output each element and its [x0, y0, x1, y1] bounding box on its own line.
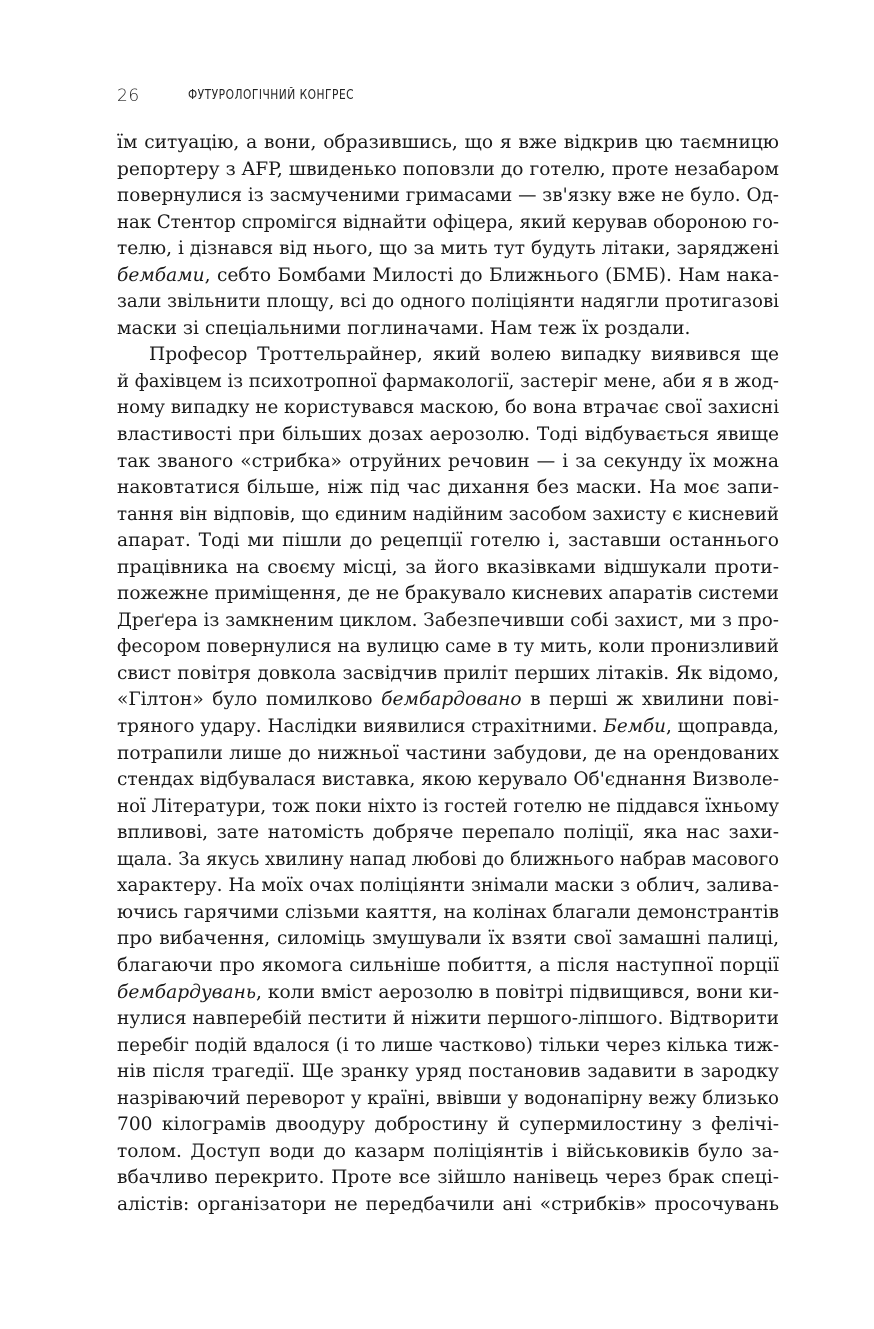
- text-segment: алістів: організатори не передбачили ані «стрибків» просочувань: [117, 1193, 779, 1215]
- book-title: ФУТУРОЛОГІЧНИЙ КОНГРЕС: [188, 88, 355, 103]
- text-segment: вбачливо перекрито. Проте все зійшло нанівець через брак спеці-: [117, 1167, 779, 1189]
- text-line: [117, 130, 779, 157]
- text-segment: , щоправда,: [665, 716, 780, 738]
- text-line: [117, 1059, 779, 1086]
- text-line: [117, 528, 779, 555]
- page-number: 26: [117, 86, 140, 106]
- text-line: [117, 581, 779, 608]
- text-line: [117, 236, 779, 263]
- text-line: [117, 900, 779, 927]
- text-line: [117, 741, 779, 768]
- text-line: [117, 1086, 779, 1113]
- text-segment: працівника на своєму місці, за його вказівками відшукали проти-: [117, 556, 779, 578]
- text-line: [117, 980, 779, 1007]
- text-line: [117, 422, 779, 449]
- text-segment: 700 кілограмів двоодуру добростину й супермилостину з фелічі-: [117, 1114, 779, 1136]
- italic-text: бембами: [117, 264, 205, 286]
- text-line: [117, 873, 779, 900]
- text-line: [117, 475, 779, 502]
- text-segment: фесором повернулися на вулицю саме в ту мить, коли пронизливий: [117, 636, 780, 658]
- text-line: [117, 369, 779, 396]
- text-segment: нак Стентор спромігся віднайти офіцера, який керував обороною го-: [117, 211, 780, 233]
- text-segment: зали звільнити площу, всі до одного поліціянти надягли протигазові: [117, 291, 779, 313]
- text-segment: потрапили лише до нижньої частини забудови, де на орендованих: [117, 742, 779, 764]
- text-segment: впливові, зате натомість добряче перепало поліції, яка нас захи-: [117, 822, 779, 844]
- body-text: [117, 130, 779, 1218]
- text-segment: апарат. Тоді ми пішли до рецепції готелю і, заставши останнього: [117, 530, 779, 552]
- text-segment: властивості при більших дозах аерозолю. Тоді відбувається явище: [117, 424, 779, 446]
- text-line: [117, 1112, 779, 1139]
- text-line: [117, 634, 779, 661]
- text-segment: репортеру з AFP, швиденько поповзли до готелю, проте незабаром: [117, 158, 779, 180]
- text-line: [117, 263, 779, 290]
- text-segment: про вибачення, силоміць змушували їх взяти свої замашні палиці,: [117, 928, 779, 950]
- text-segment: , коли вміст аерозолю в повітрі підвищився, вони ки-: [255, 981, 779, 1003]
- text-segment: Дреґера із замкненим циклом. Забезпечивши собі захист, ми з про-: [117, 609, 779, 631]
- italic-text: бембардувань: [117, 981, 256, 1003]
- text-line: [117, 289, 779, 316]
- text-line: [117, 608, 779, 635]
- text-segment: назріваючий переворот у країні, ввівши у водонапірну вежу близько: [117, 1087, 779, 1109]
- text-segment: благаючи про якомога сильніше побиття, а після наступної порції: [117, 954, 779, 976]
- text-segment: телю, і дізнався від нього, що за мить тут будуть літаки, заряджені: [117, 238, 779, 260]
- text-segment: щала. За якусь хвилину напад любові до ближнього набрав масового: [117, 848, 780, 870]
- text-line: [117, 926, 779, 953]
- text-segment: пожежне приміщення, де не бракувало кисневих апаратів системи: [117, 583, 780, 605]
- text-line: [117, 1139, 779, 1166]
- text-line: [117, 820, 779, 847]
- italic-text: бембардовано: [381, 689, 522, 711]
- text-line: [117, 1033, 779, 1060]
- text-segment: повернулися із засмученими гримасами — зв'язку вже не було. Од-: [117, 185, 780, 207]
- text-segment: «Гілтон» було помилково: [117, 689, 382, 711]
- text-line: [117, 687, 779, 714]
- text-segment: тання він відповів, що єдиним надійним засобом захисту є кисневий: [117, 503, 779, 525]
- text-line: [117, 449, 779, 476]
- text-line: [117, 210, 779, 237]
- text-line: [117, 316, 779, 343]
- text-segment: ному випадку не користувався маскою, бо вона втрачає свої захисні: [117, 397, 780, 419]
- text-line: [117, 1006, 779, 1033]
- text-line: [117, 794, 779, 821]
- text-line: [117, 1192, 779, 1219]
- text-line: [117, 953, 779, 980]
- text-line: [117, 157, 779, 184]
- text-segment: ючись гарячими слізьми каяття, на колінах благали демонстрантів: [117, 901, 780, 923]
- text-segment: свист повітря довкола засвідчив приліт перших літаків. Як відомо,: [117, 662, 779, 684]
- text-line: [117, 183, 779, 210]
- running-head: [117, 86, 777, 108]
- text-line: [117, 767, 779, 794]
- text-segment: Професор Троттельрайнер, який волею випадку виявився ще: [149, 344, 779, 366]
- text-segment: й фахівцем із психотропної фармакології, застеріг мене, аби я в жод-: [117, 370, 780, 392]
- text-segment: так званого «стрибка» отруйних речовин — і за секунду їх можна: [117, 450, 779, 472]
- text-segment: нулися навперебій пестити й ніжити першого-ліпшого. Відтворити: [117, 1008, 780, 1030]
- text-segment: , себто Бомбами Милості до Ближнього (БМБ). Нам нака-: [204, 264, 779, 286]
- text-segment: їм ситуацію, а вони, образившись, що я вже відкрив цю таємницю: [117, 132, 779, 153]
- text-segment: перебіг подій вдалося (і то лише частково) тільки через кілька тиж-: [117, 1034, 780, 1056]
- text-line: [117, 661, 779, 688]
- text-line: [117, 1165, 779, 1192]
- text-segment: наковтатися більше, ніж під час дихання без маски. На моє запи-: [117, 477, 779, 499]
- text-line: [117, 847, 779, 874]
- text-segment: ної Літератури, тож поки ніхто із гостей готелю не піддався їхньому: [117, 795, 780, 817]
- text-line: [117, 714, 779, 741]
- text-line: [117, 555, 779, 582]
- text-segment: стендах відбувалася виставка, якою керувало Об'єднання Визволе-: [117, 769, 779, 791]
- text-segment: тряного удару. Наслідки виявилися страхітними.: [117, 716, 604, 738]
- text-segment: в перші ж хвилини пові-: [521, 689, 779, 711]
- text-line: [117, 395, 779, 422]
- italic-text: Бемби: [603, 716, 666, 738]
- text-segment: нів після трагедії. Ще зранку уряд постановив задавити в зародку: [117, 1061, 779, 1083]
- text-segment: характеру. На моїх очах поліціянти знімали маски з облич, залива-: [117, 875, 780, 897]
- text-line: [117, 502, 779, 529]
- text-segment: толом. Доступ води до казарм поліціянтів і військовиків було за-: [117, 1140, 779, 1162]
- text-segment: маски зі спеціальними поглиначами. Нам теж їх роздали.: [117, 317, 691, 339]
- text-line: [117, 342, 779, 369]
